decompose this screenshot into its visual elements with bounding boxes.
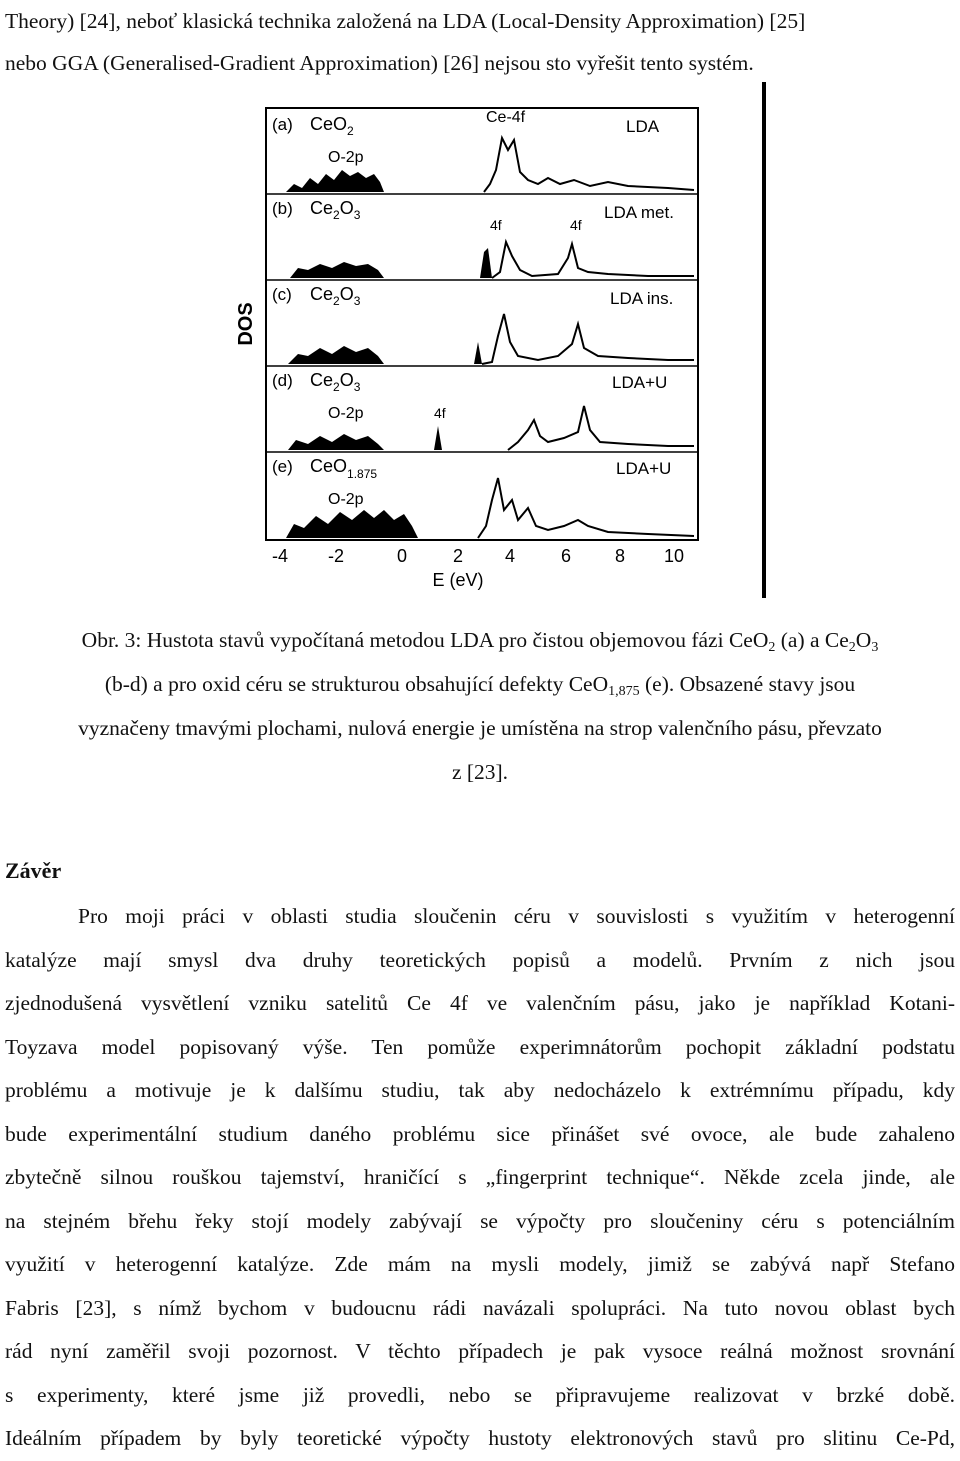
body-line: problému a motivuje je k dalšímu studiu, tak aby nedocházelo k extrémnímu případu, kdy bbox=[5, 1078, 955, 1102]
dos-figure bbox=[228, 80, 768, 600]
method-label: LDA ins. bbox=[610, 289, 674, 308]
occupied-area bbox=[286, 510, 418, 538]
method-label: LDA+U bbox=[612, 373, 668, 392]
body-line: na stejném břehu řeky stojí modely zabývají se výpočty pro sloučeniny céru s potenciálním bbox=[5, 1208, 955, 1233]
body-line: využití v heterogenní katalýze. Zde mám na mysli modely, jimiž se zabývá např Stefano bbox=[5, 1252, 955, 1276]
panel-letter: (a) bbox=[272, 115, 293, 134]
intro-line: nebo GGA (Generalised-Gradient Approximation) [26] nejsou sto vyřešit tento systém. bbox=[5, 51, 754, 75]
peak-label: Ce-4f bbox=[486, 109, 526, 126]
occupied-area bbox=[290, 262, 384, 278]
panel-letter: (c) bbox=[272, 285, 292, 304]
body-line: Ideálním případem by byly teoretické výpočty hustoty elektronových stavů pro slitinu Ce-Pd, bbox=[5, 1426, 955, 1450]
body-line: Fabris [23], s nímž bychom v budoucnu rádi navázali spolupráci. Na tuto novou oblast bych bbox=[5, 1295, 955, 1320]
panel-a bbox=[272, 109, 694, 192]
method-label: LDA met. bbox=[604, 203, 674, 222]
peak-label: 4f bbox=[490, 217, 502, 233]
panel-compound: $Ce_2O_3$ bbox=[310, 370, 361, 394]
body-line: katalýze mají smysl dva druhy teoretických popisů a modelů. Prvním z nich jsou bbox=[5, 947, 955, 972]
panel-letter: (b) bbox=[272, 199, 293, 218]
intro-paragraph bbox=[5, 0, 955, 84]
dos-curve bbox=[484, 138, 694, 192]
body-line: zjednodušená vysvětlení vzniku satelitů Ce 4f ve valenčním pásu, jako je například Kotani- bbox=[5, 991, 955, 1015]
panel-e bbox=[272, 456, 694, 538]
panel-b bbox=[272, 198, 694, 278]
occupied-peak bbox=[474, 342, 482, 364]
peak-label: 4f bbox=[570, 217, 582, 233]
x-tick-label: 6 bbox=[560, 546, 572, 566]
x-tick-label: 0 bbox=[396, 546, 408, 566]
dos-curve bbox=[492, 242, 694, 278]
dos-curve bbox=[478, 478, 694, 538]
occupied-peak bbox=[480, 248, 492, 278]
x-tick-label: 10 bbox=[663, 546, 685, 566]
panel-letter: (e) bbox=[272, 457, 293, 476]
occupied-area bbox=[288, 346, 384, 364]
panel-orbital: O-2p bbox=[328, 149, 364, 166]
panel-compound: CeO$_{1.875}$ bbox=[310, 456, 378, 481]
body-line: zbytečně silnou rouškou tajemství, hraničící s „fingerprint technique“. Někde zcela jinde, ale bbox=[5, 1165, 955, 1189]
x-tick-label: 2 bbox=[452, 546, 464, 566]
occupied-area bbox=[288, 434, 384, 450]
body-line: bude experimentální studium daného problému sice přinášet své ovoce, ale bude zahaleno bbox=[5, 1121, 955, 1146]
conclusion-paragraph bbox=[5, 895, 955, 1461]
caption-line: z [23]. bbox=[451, 760, 509, 784]
dos-curve bbox=[508, 406, 694, 450]
method-label: LDA+U bbox=[616, 459, 672, 478]
x-axis bbox=[272, 546, 684, 590]
body-line: Pro moji práci v oblasti studia sloučenin céru v souvislosti s využitím v heterogenní bbox=[78, 904, 955, 928]
panel-orbital: O-2p bbox=[328, 405, 364, 422]
x-tick-label: -4 bbox=[271, 546, 289, 566]
x-tick-label: 4 bbox=[504, 546, 516, 566]
dos-figure-svg bbox=[228, 80, 768, 600]
panel-compound: $Ce_2O_3$ bbox=[310, 198, 361, 222]
caption-line: Obr. 3: Hustota stavů vypočítaná metodou LDA pro čistou objemovou fázi CeO$_2$ (a) a $Ce_2O_3$ bbox=[81, 628, 879, 655]
panel-compound: $Ce_2O_3$ bbox=[310, 284, 361, 308]
panel-c bbox=[272, 284, 694, 364]
intro-line: Theory) [24], neboť klasická technika založená na LDA (Local-Density Approximation) [25] bbox=[5, 9, 806, 33]
panel-compound: CeO$_2$ bbox=[310, 114, 354, 138]
figure-caption bbox=[5, 618, 955, 794]
peak-label: 4f bbox=[434, 405, 446, 421]
x-tick-label: 8 bbox=[614, 546, 626, 566]
panel-letter: (d) bbox=[272, 371, 293, 390]
occupied-peak bbox=[434, 426, 442, 450]
x-axis-label: E (eV) bbox=[432, 570, 484, 590]
body-line: Toyzava model popisovaný výše. Ten pomůže experimnátorům pochopit základní podstatu bbox=[5, 1034, 955, 1059]
body-line: s experimenty, které jsme již provedli, nebo se připravujeme realizovat v brzké době. bbox=[5, 1382, 955, 1407]
panel-d bbox=[272, 370, 694, 450]
y-axis-label: DOS bbox=[235, 302, 257, 346]
dos-curve bbox=[482, 314, 694, 364]
caption-line: vyznačeny tmavými plochami, nulová energie je umístěna na strop valenčního pásu, převzato bbox=[78, 716, 882, 740]
method-label: LDA bbox=[626, 117, 660, 136]
panel-orbital: O-2p bbox=[328, 491, 364, 508]
section-heading: Závěr bbox=[5, 858, 62, 883]
caption-line: (b-d) a pro oxid céru se strukturou obsahující defekty CeO$_{1,875}$ (e). Obsazené stavy jsou bbox=[104, 672, 856, 699]
occupied-area bbox=[286, 170, 384, 192]
body-line: rád nyní zaměřil svoji pozornost. V těchto případech je pak vysoce reálná možnost srovnání bbox=[5, 1339, 955, 1363]
x-tick-label: -2 bbox=[327, 546, 345, 566]
